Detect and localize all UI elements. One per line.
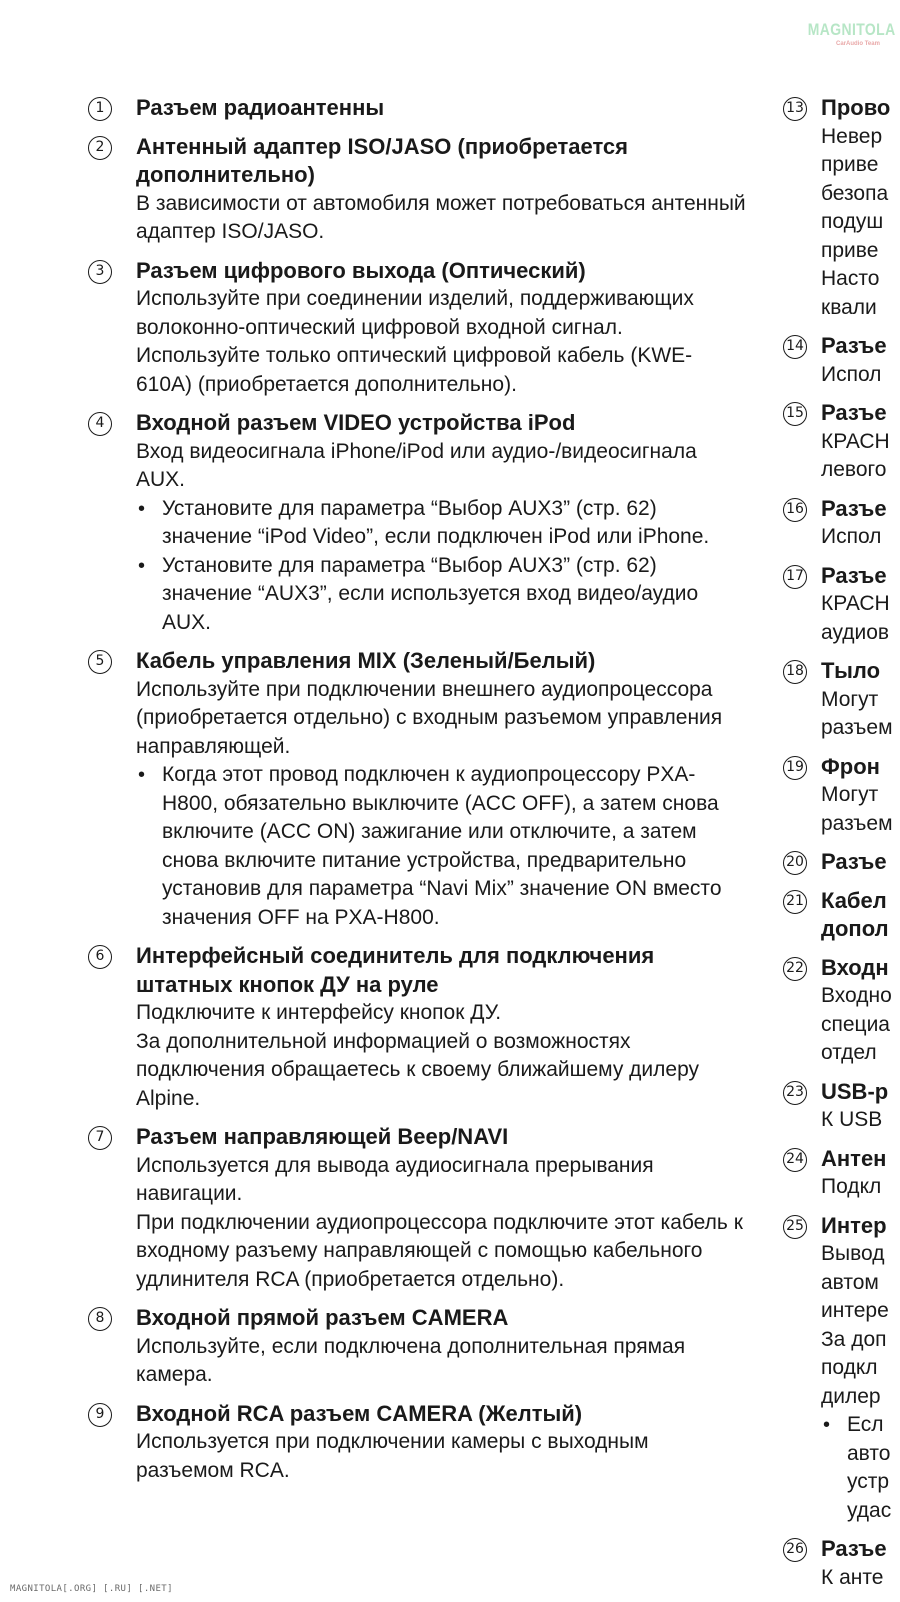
item-description: При подключении аудиопроцессора подключите этот кабель к входному разъему направляющей с помощью кабельного удлинителя RCA (приобретается отдельно).	[136, 1210, 743, 1291]
item-title: Разъем направляющей Beep/NAVI	[136, 1124, 509, 1149]
list-item	[88, 942, 748, 1113]
item-title: Разъе	[821, 562, 887, 588]
item-description: Используйте при подключении внешнего аудиопроцессора (приобретается отдельно) с входным разъемом управления направляющей.	[136, 677, 723, 758]
footer-watermark: MAGNITOLA[.ORG] [.RU] [.NET]	[10, 1584, 173, 1594]
item-title: Разъе	[821, 1536, 887, 1561]
item-number-badge: 17	[783, 565, 807, 589]
item-description: безопа	[821, 181, 889, 205]
list-item	[786, 657, 900, 743]
bullet-item: • Есл авто устр удас	[821, 1411, 900, 1525]
list-item	[88, 1400, 748, 1486]
item-description: отдел	[821, 1041, 877, 1064]
item-number-badge: 5	[88, 650, 112, 674]
item-title: Входной прямой разъем CAMERA	[136, 1305, 509, 1330]
list-item	[786, 1078, 900, 1135]
item-number-badge: 7	[88, 1126, 112, 1150]
bullet-item: • Установите для параметра “Выбор AUX3” (стр. 62) значение “iPod Video”, если подключен iPod или iPhone.	[136, 495, 748, 552]
item-title: Разъе	[821, 849, 887, 874]
item-number-badge: 13	[783, 97, 807, 121]
item-description: Подключите к интерфейсу кнопок ДУ.	[136, 1001, 502, 1024]
list-item	[786, 94, 900, 322]
item-title: Интер	[821, 1212, 887, 1238]
item-description: К USB	[821, 1108, 883, 1131]
item-description: Испол	[821, 362, 882, 386]
right-column	[786, 94, 900, 1602]
item-description: Могут	[821, 687, 879, 711]
item-number-badge: 18	[783, 660, 807, 684]
item-number-badge: 2	[88, 136, 112, 160]
item-description: дилер	[821, 1384, 881, 1408]
item-number-badge: 3	[88, 260, 112, 284]
list-item	[786, 562, 900, 648]
list-item	[786, 399, 900, 485]
item-title: Прово	[821, 95, 891, 120]
item-description: Используется при подключении камеры с выходным разъемом RCA.	[136, 1430, 649, 1482]
list-item	[88, 647, 748, 932]
item-number-badge: 15	[783, 402, 807, 426]
item-title: Разъе	[821, 495, 887, 521]
list-item	[88, 257, 748, 400]
item-title: Разъем радиоантенны	[136, 95, 385, 120]
logo-sub-text: CarAudio Team	[836, 41, 880, 47]
item-description: интере	[821, 1299, 889, 1322]
list-item	[88, 1123, 748, 1294]
item-number-badge: 21	[783, 890, 807, 914]
list-item	[786, 887, 900, 944]
item-description: разъем	[821, 811, 893, 835]
list-item	[88, 94, 748, 123]
logo-main-text: MAGNITOLA	[807, 20, 896, 39]
item-description: За доп	[821, 1327, 887, 1351]
item-number-badge: 24	[783, 1148, 807, 1172]
item-title: Фрон	[821, 753, 880, 779]
item-description: Вывод	[821, 1242, 885, 1265]
list-item	[786, 1212, 900, 1526]
item-description: Подкл	[821, 1175, 882, 1198]
list-item	[88, 409, 748, 637]
item-description: Входно	[821, 984, 892, 1007]
item-description: К анте	[821, 1565, 884, 1589]
list-item	[786, 332, 900, 389]
item-number-badge: 9	[88, 1403, 112, 1427]
item-description: автом	[821, 1270, 879, 1294]
list-item	[786, 954, 900, 1068]
item-title: USB-р	[821, 1078, 889, 1104]
bullet-item: • Когда этот провод подключен к аудиопроцессору PXA-H800, обязательно выключите (ACC OFF), а затем снова включите (ACC ON) зажигание или отключите, а затем снова включите питание устройства, предварительно установив для параметра “Navi Mix” значение ON вместо значения OFF на PXA-H800.	[136, 761, 748, 932]
item-description: Вход видеосигнала iPhone/iPod или аудио-/видеосигнала AUX.	[136, 439, 697, 491]
item-number-badge: 4	[88, 412, 112, 436]
item-title: Кабель управления MIX (Зеленый/Белый)	[136, 648, 596, 673]
item-description: разъем	[821, 716, 893, 739]
item-description: левого	[821, 458, 887, 481]
item-title: Разъе	[821, 400, 887, 425]
bullet-list	[136, 761, 748, 932]
item-description: приве	[821, 153, 879, 176]
list-item	[786, 495, 900, 552]
item-description: Используйте при соединении изделий, поддерживающих волоконно-оптический цифровой входной сигнал. Используйте только оптический цифровой кабель (KWE-610A) (приобретается дополнительно).	[136, 287, 694, 396]
item-description: Используется для вывода аудиосигнала прерывания навигации.	[136, 1153, 654, 1205]
item-description: Могут	[821, 783, 879, 806]
item-title: Интерфейсный соединитель для подключения штатных кнопок ДУ на руле	[136, 943, 655, 997]
list-item	[786, 753, 900, 839]
item-description: приве	[821, 238, 879, 262]
item-number-badge: 26	[783, 1538, 807, 1562]
item-title: Разъем цифрового выхода (Оптический)	[136, 257, 586, 283]
item-description: квали	[821, 295, 877, 319]
item-number-badge: 25	[783, 1215, 807, 1239]
item-title: Входной разъем VIDEO устройства iPod	[136, 410, 576, 435]
item-number-badge: 14	[783, 335, 807, 359]
item-title: Разъе	[821, 333, 887, 358]
item-number-badge: 1	[88, 97, 112, 121]
list-item	[786, 1145, 900, 1202]
item-title: Входн	[821, 954, 889, 980]
list-item	[88, 133, 748, 247]
item-description: Используйте, если подключена дополнительная прямая камера.	[136, 1334, 686, 1386]
left-column	[88, 94, 748, 1495]
item-title: Антен	[821, 1145, 887, 1171]
item-description: КРАСН	[821, 429, 890, 453]
item-number-badge: 20	[783, 851, 807, 875]
list-item	[786, 1535, 900, 1592]
item-title: Антенный адаптер ISO/JASO (приобретается дополнительно)	[136, 133, 629, 187]
item-number-badge: 19	[783, 756, 807, 780]
item-number-badge: 23	[783, 1081, 807, 1105]
item-description: аудиов	[821, 620, 890, 644]
magnitola-logo	[800, 20, 896, 50]
bullet-list	[136, 495, 748, 638]
item-description: подкл	[821, 1356, 878, 1379]
list-item	[786, 848, 900, 877]
item-description: Насто	[821, 267, 880, 290]
bullet-list	[821, 1411, 900, 1525]
item-title: Входной RCA разъем CAMERA (Желтый)	[136, 1400, 583, 1426]
item-description: Испол	[821, 525, 882, 548]
item-description: Невер	[821, 124, 883, 148]
item-description: В зависимости от автомобиля может потребоваться антенный адаптер ISO/JASO.	[136, 191, 746, 243]
item-description: За дополнительной информацией о возможностях подключения обращаетесь к своему ближайшему дилеру Alpine.	[136, 1029, 700, 1110]
item-description: КРАСН	[821, 592, 890, 615]
item-number-badge: 8	[88, 1307, 112, 1331]
bullet-item: • Установите для параметра “Выбор AUX3” (стр. 62) значение “AUX3”, если используется вход видео/аудио AUX.	[136, 552, 748, 638]
item-description: подуш	[821, 210, 884, 233]
item-description: специа	[821, 1012, 890, 1036]
item-title: Тыло	[821, 658, 881, 683]
item-number-badge: 16	[783, 498, 807, 522]
list-item	[88, 1304, 748, 1390]
item-number-badge: 6	[88, 945, 112, 969]
item-title: Кабел допол	[821, 887, 889, 941]
item-number-badge: 22	[783, 957, 807, 981]
